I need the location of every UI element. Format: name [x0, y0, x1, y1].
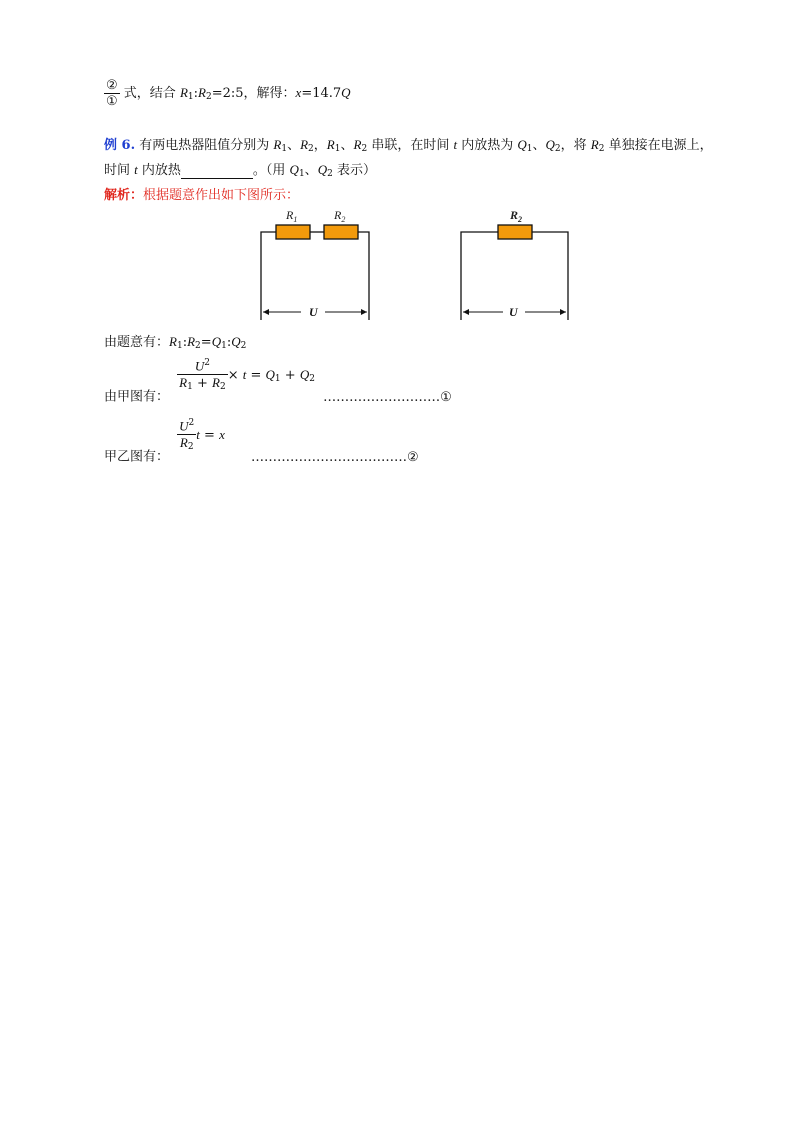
- line2-q1-sub: 1: [298, 169, 305, 179]
- example-label: 例 6.: [104, 138, 136, 153]
- question-part: 2: [361, 144, 368, 154]
- equation-part: Q: [211, 334, 222, 349]
- step3-dots: ………………………………②: [251, 449, 419, 465]
- fraction-numerator: ②: [106, 78, 118, 93]
- example-6-line-2: [104, 159, 376, 179]
- label-voltage-left: U: [309, 305, 318, 319]
- fraction-2-over-1: [104, 78, 120, 109]
- step-2-line: [104, 358, 452, 405]
- step3-denominator: $R_2$: [177, 434, 196, 452]
- equation-part: 1: [176, 341, 183, 351]
- question-part: 1: [281, 144, 288, 154]
- circuit-diagram-single: [455, 205, 579, 325]
- line1-text: 式，结合: [123, 86, 180, 101]
- question-part: ，: [313, 138, 327, 153]
- ratio-r2-sub: 2: [205, 92, 212, 102]
- step2-label: 由甲图有：: [104, 389, 170, 405]
- question-part: Q: [545, 137, 555, 152]
- ratio-r2: R: [198, 85, 206, 100]
- analysis-line: [104, 184, 299, 203]
- answer-x: x: [295, 85, 302, 100]
- label-voltage-right: U: [509, 305, 518, 319]
- question-part: 2: [554, 144, 561, 154]
- line2-text-d: 表示）: [332, 163, 376, 178]
- label-r1: $R_1$: [286, 208, 298, 224]
- step2-dots: ………………………①: [323, 389, 452, 405]
- answer-value: =14.7: [301, 86, 342, 101]
- question-part: 、: [340, 138, 354, 153]
- line2-text-a: 时间: [104, 163, 135, 178]
- step-1-line: [104, 331, 246, 351]
- step2-rhs: × $t = Q_1 + Q_2$: [227, 366, 315, 384]
- step2-fraction: [177, 358, 228, 392]
- step2-numerator: $U^2$: [194, 358, 210, 374]
- question-part: 2: [308, 144, 314, 154]
- ratio-value: =2:5，解得：: [211, 86, 296, 101]
- line2-text-b: 内放热: [137, 163, 181, 178]
- analysis-label: 解析：: [104, 188, 144, 203]
- resistor-r2-single: [498, 225, 532, 239]
- question-part: R: [273, 137, 282, 152]
- answer-blank: [181, 166, 253, 179]
- step3-rhs: t = x: [196, 426, 225, 443]
- question-part: R: [300, 137, 309, 152]
- right-top-wire-left: [461, 232, 498, 320]
- step1-equation: [169, 335, 246, 350]
- left-arrowhead-left: [263, 309, 269, 315]
- question-part: 2: [598, 144, 605, 154]
- question-part: 内放热为: [457, 138, 518, 153]
- answer-q: Q: [341, 85, 351, 100]
- left-top-wire-right: [358, 232, 369, 320]
- step3-fraction: [177, 418, 196, 452]
- step2-denominator: $R_1 + R_2$: [179, 375, 226, 393]
- question-part: 1: [334, 144, 341, 154]
- fraction-denominator: ①: [106, 94, 118, 109]
- circuit-diagram-series: [255, 205, 379, 325]
- equation-part: 2: [195, 341, 201, 351]
- right-arrowhead-right: [560, 309, 566, 315]
- equation-part: R: [169, 334, 177, 349]
- right-top-wire-right: [532, 232, 568, 320]
- equation-part: =: [200, 335, 212, 350]
- equation-part: 1: [221, 341, 227, 351]
- label-r2-single: $R_2$: [510, 208, 523, 224]
- step1-label: 由题意有：: [104, 335, 170, 350]
- resistor-r1: [276, 225, 310, 239]
- equation-part: 2: [240, 341, 247, 351]
- label-r2: $R_2$: [334, 208, 346, 224]
- right-arrowhead-left: [463, 309, 469, 315]
- example-question-text: [139, 138, 712, 153]
- left-top-wire-left: [261, 232, 276, 320]
- analysis-text: 根据题意作出如下图所示：: [143, 188, 300, 203]
- equation-part: :: [226, 335, 232, 350]
- line2-text-c: 。（用: [252, 163, 290, 178]
- question-part: ，将: [560, 138, 591, 153]
- line2-sep: 、: [304, 163, 318, 178]
- question-part: 、: [287, 138, 301, 153]
- question-part: Q: [517, 137, 527, 152]
- line2-q1: Q: [289, 162, 299, 177]
- example-6-line-1: [104, 134, 713, 154]
- line2-q2-sub: 2: [327, 169, 333, 179]
- step3-label: 甲乙图有：: [104, 449, 170, 465]
- question-part: 、: [532, 138, 546, 153]
- resistor-r2: [324, 225, 358, 239]
- question-part: t: [453, 137, 458, 152]
- step-3-line: [104, 418, 419, 465]
- question-part: 有两电热器阻值分别为: [139, 138, 274, 153]
- step3-numerator: $U^2$: [179, 418, 195, 434]
- equation-part: R: [187, 334, 196, 349]
- question-part: 1: [526, 144, 533, 154]
- question-part: 单独接在电源上，: [604, 138, 713, 153]
- ratio-r1: R: [179, 85, 188, 100]
- question-part: R: [326, 137, 335, 152]
- equation-part: :: [182, 335, 188, 350]
- line2-t: t: [134, 162, 138, 177]
- question-part: R: [353, 137, 362, 152]
- ratio-colon: :: [193, 86, 199, 101]
- equation-part: Q: [231, 334, 241, 349]
- line2-q2: Q: [317, 162, 328, 177]
- question-part: R: [590, 137, 599, 152]
- solution-line-1: [104, 78, 351, 109]
- left-arrowhead-right: [361, 309, 367, 315]
- question-part: 串联，在时间: [367, 138, 454, 153]
- ratio-r1-sub: 1: [187, 92, 194, 102]
